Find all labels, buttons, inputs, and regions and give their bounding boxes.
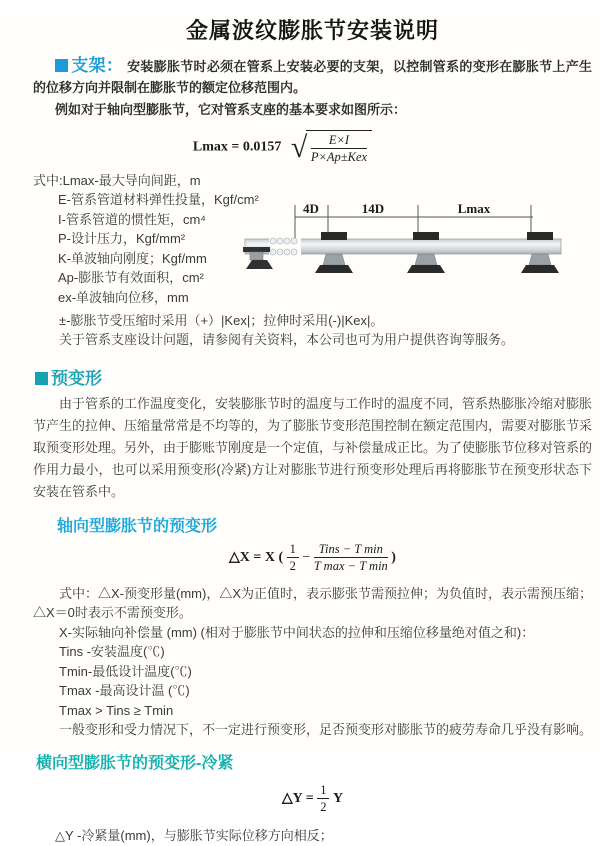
definition-line: P-设计压力，Kgf/mm² — [58, 231, 186, 247]
definition-line: ex-单波轴向位移，mm — [58, 289, 189, 305]
section-square-icon — [35, 372, 48, 385]
document-page — [0, 14, 600, 844]
formula2-minus: − — [302, 549, 311, 565]
axial-line: Tmax -最高设计温 (℃) — [59, 683, 190, 698]
pipe-diagram-svg — [243, 197, 595, 299]
dimension-label-14d: 14D — [361, 200, 385, 216]
formula1-numerator: E×I — [311, 133, 367, 149]
formula2-temperature-fraction: $\frac{\text{Tins − T min}}{\text{T max − T min}}$ — [313, 541, 388, 574]
formula1-denominator: P×Ap±Kex — [310, 150, 368, 165]
axial-section-heading: 轴向型膨胀节的预变形 — [57, 517, 218, 535]
formula1-lhs: Lmax = 0.0157 — [192, 139, 282, 155]
predeform-paragraph: 由于管系的工作温度变化，安装膨胀节时的温度与工作时的温度不同，管系热膨胀冷缩对膨胀节产生的拉伸、压缩量常常是不均等的，为了膨胀节变形范围控制在额定范围内，需要对膨胀节采取预变形处理。另外，由于膨账节刚度是一个定值，与补偿量成正比。为了使膨胀节位移对管系的作用力最小，也可以采用预变形(冷紧)方让对膨胀节进行预变形处理后再将膨胀节在预变形状态下安装在管系中。 — [33, 395, 593, 499]
axial-line: 一般变形和受力情况下，不一定进行预变形，足否预变形对膨胀节的疲劳寿命几乎没有影响。 — [59, 722, 593, 737]
formula3-lhs: △Y = — [281, 790, 314, 806]
axial-line: X-实际轴向补偿量 (mm) (相对于膨胀节中间状态的拉伸和压缩位移量绝对值之和)： — [59, 624, 535, 640]
dimension-label-4d: 4D — [303, 200, 319, 216]
formula3-rhs: Y — [332, 790, 344, 806]
definition-line: I-管系管道的惯性矩，cm⁴ — [58, 211, 206, 227]
definition-line: K-单波轴向刚度；Kgf/mm — [58, 250, 207, 266]
axial-line: Tins -安装温度(℃) — [59, 644, 165, 659]
definition-line: E-管系管道材料弹性投量，Kgf/cm² — [58, 192, 259, 208]
note-service: 关于管系支座设计问题，请参阅有关资料，本公司也可为用户提供咨询等服务。 — [59, 332, 515, 348]
definition-line: Ap-膨胀节有效面积，cm² — [58, 270, 204, 286]
axial-line: Tmin-最低设计温度(℃) — [59, 663, 192, 679]
radical-sign-icon: √ — [290, 130, 308, 164]
transverse-note: △Y -冷紧量(mm)，与膨胀节实际位移方向相反； — [55, 828, 333, 844]
axial-line: 式中：△X-预变形量(mm)，△X为正值时，表示膨张节需预拉伸；为负值时，表示需预压缩；△X＝0时表示不需预变形。 — [33, 585, 592, 620]
page-title: 金属波纹膨胀节安装说明 — [185, 18, 439, 43]
support-intro-paragraph — [33, 55, 592, 98]
section-square-icon — [55, 59, 68, 72]
bellows-icon — [269, 238, 301, 255]
pipe-support-diagram — [243, 197, 595, 302]
support-heading-label: 支架： — [71, 56, 124, 75]
support-intro-text: 安装膨胀节时必须在管系上安装必要的支架，以控制管系的变形在膨胀节上产生的位移方向并限制在膨胀节的额定位移范围内。 — [33, 59, 592, 95]
transverse-section-heading: 横向型膨胀节的预变形-冷紧 — [36, 754, 234, 772]
anchor-support-icon — [243, 247, 273, 269]
axial-line: Tmax > Tins ≥ Tmin — [59, 702, 174, 718]
formula1-radicand — [306, 130, 372, 165]
predeform-heading-label: 预变形 — [51, 368, 102, 388]
dimension-label-lmax: Lmax — [457, 200, 491, 216]
transverse-coldpull-formula — [33, 783, 592, 815]
support-example-line: 例如对于轴向型膨胀节，它对管系支座的基本要求如图所示： — [55, 102, 407, 117]
guide-spacing-formula — [33, 130, 532, 165]
definitions-and-diagram — [33, 171, 592, 311]
axial-definitions — [33, 584, 592, 740]
formula2-lhs: △X = X ( — [229, 549, 284, 565]
note-plus-minus: ±-膨胀节受压缩时采用（+）|Kex|；拉伸时采用(-)|Kex|。 — [59, 312, 384, 328]
support-notes — [33, 311, 592, 350]
predeform-section-heading — [35, 364, 592, 389]
axial-predeform-formula — [33, 542, 592, 574]
formula3-half-fraction: $\frac{1}{2}$ — [317, 783, 329, 815]
formula2-half-fraction: $\frac{1}{2}$ — [287, 542, 299, 574]
definition-line: 式中:Lmax-最大导向间距，m — [33, 172, 201, 188]
support-section-heading — [55, 56, 123, 75]
formula2-rhs: ) — [391, 549, 396, 565]
